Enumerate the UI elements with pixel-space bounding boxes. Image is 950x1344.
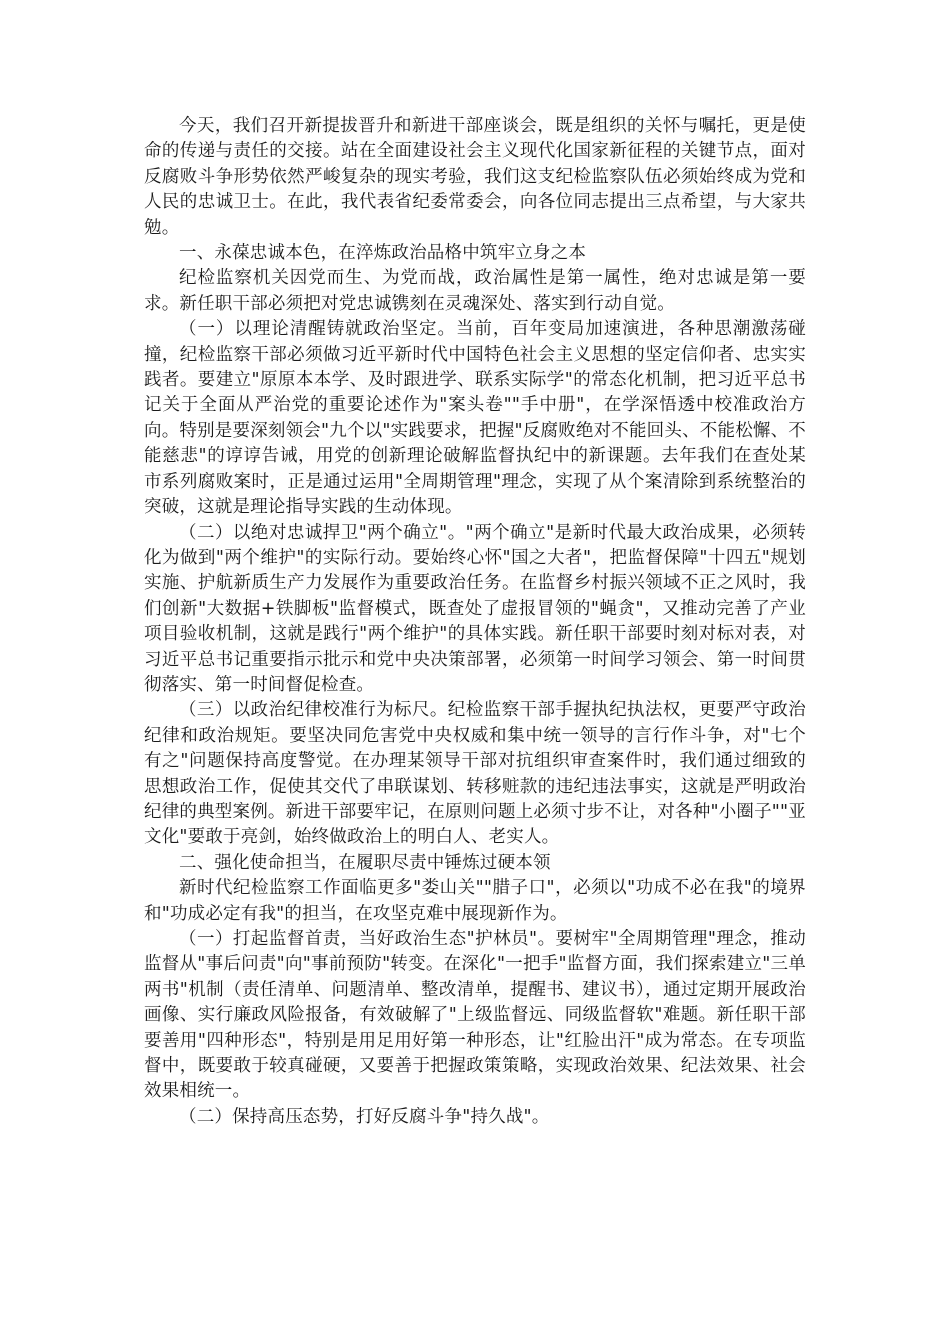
section-2-intro: 新时代纪检监察工作面临更多"娄山关""腊子口"，必须以"功成不必在我"的境界和"功成必定有我"的担当，在攻坚克难中展现新作为。 xyxy=(144,878,806,924)
section-1-point-2: （二）以绝对忠诚捍卫"两个确立"。"两个确立"是新时代最大政治成果，必须转化为做到"两个维护"的实际行动。要始终心怀"国之大者"，把监督保障"十四五"规划实施、护航新质生产力发展作为重要政治任务。在监督乡村振兴领域不正之风时，我们创新"大数据+铁脚板"监督模式，既查处了虚报冒领的"蝇贪"，又推动完善了产业项目验收机制，这就是践行"两个维护"的具体实践。新任职干部要时刻对标对表，对习近平总书记重要指示批示和党中央决策部署，必须第一时间学习领会、第一时间贯彻落实、第一时间督促检查。 xyxy=(144,522,806,695)
document-page xyxy=(144,114,806,1130)
section-2-point-1: （一）打起监督首责，当好政治生态"护林员"。要树牢"全周期管理"理念，推动监督从"事后问责"向"事前预防"转变。在深化"一把手"监督方面，我们探索建立"三单两书"机制（责任清单、问题清单、整改清单，提醒书、建议书），通过定期开展政治画像、实行廉政风险报备，有效破解了"上级监督远、同级监督软"难题。新任职干部要善用"四种形态"，特别是用足用好第一种形态，让"红脸出汗"成为常态。在专项监督中，既要敢于较真碰硬，又要善于把握政策策略，实现政治效果、纪法效果、社会效果相统一。 xyxy=(144,929,806,1102)
section-2-heading: 二、强化使命担当，在履职尽责中锤炼过硬本领 xyxy=(179,852,551,873)
section-2-point-2: （二）保持高压态势，打好反腐斗争"持久战"。 xyxy=(179,1106,550,1127)
section-1-point-1: （一）以理论清醒铸就政治坚定。当前，百年变局加速演进，各种思潮激荡碰撞，纪检监察干部必须做习近平新时代中国特色社会主义思想的坚定信仰者、忠实实践者。要建立"原原本本学、及时跟进学、联系实际学"的常态化机制，把习近平总书记关于全面从严治党的重要论述作为"案头卷""手中册"，在学深悟透中校准政治方向。特别是要深刻领会"九个以"实践要求，把握"反腐败绝对不能回头、不能松懈、不能慈悲"的谆谆告诫，用党的创新理论破解监督执纪中的新课题。去年我们在查处某市系列腐败案时，正是通过运用"全周期管理"理念，实现了从个案清除到系统整治的突破，这就是理论指导实践的生动体现。 xyxy=(144,319,806,518)
intro-paragraph: 今天，我们召开新提拔晋升和新进干部座谈会，既是组织的关怀与嘱托，更是使命的传递与责任的交接。站在全面建设社会主义现代化国家新征程的关键节点，面对反腐败斗争形势依然严峻复杂的现实考验，我们这支纪检监察队伍必须始终成为党和人民的忠诚卫士。在此，我代表省纪委常委会，向各位同志提出三点希望，与大家共勉。 xyxy=(144,116,806,238)
section-1-intro: 纪检监察机关因党而生、为党而战，政治属性是第一属性，绝对忠诚是第一要求。新任职干部必须把对党忠诚镌刻在灵魂深处、落实到行动自觉。 xyxy=(144,268,806,314)
section-1-point-3: （三）以政治纪律校准行为标尺。纪检监察干部手握执纪执法权，更要严守政治纪律和政治规矩。要坚决同危害党中央权威和集中统一领导的言行作斗争，对"七个有之"问题保持高度警觉。在办理某领导干部对抗组织审查案件时，我们通过细致的思想政治工作，促使其交代了串联谋划、转移赃款的违纪违法事实，这就是严明政治纪律的典型案例。新进干部要牢记，在原则问题上必须寸步不让，对各种"小圈子""亚文化"要敢于亮剑，始终做政治上的明白人、老实人。 xyxy=(144,700,806,848)
section-1-heading: 一、永葆忠诚本色，在淬炼政治品格中筑牢立身之本 xyxy=(179,243,587,264)
